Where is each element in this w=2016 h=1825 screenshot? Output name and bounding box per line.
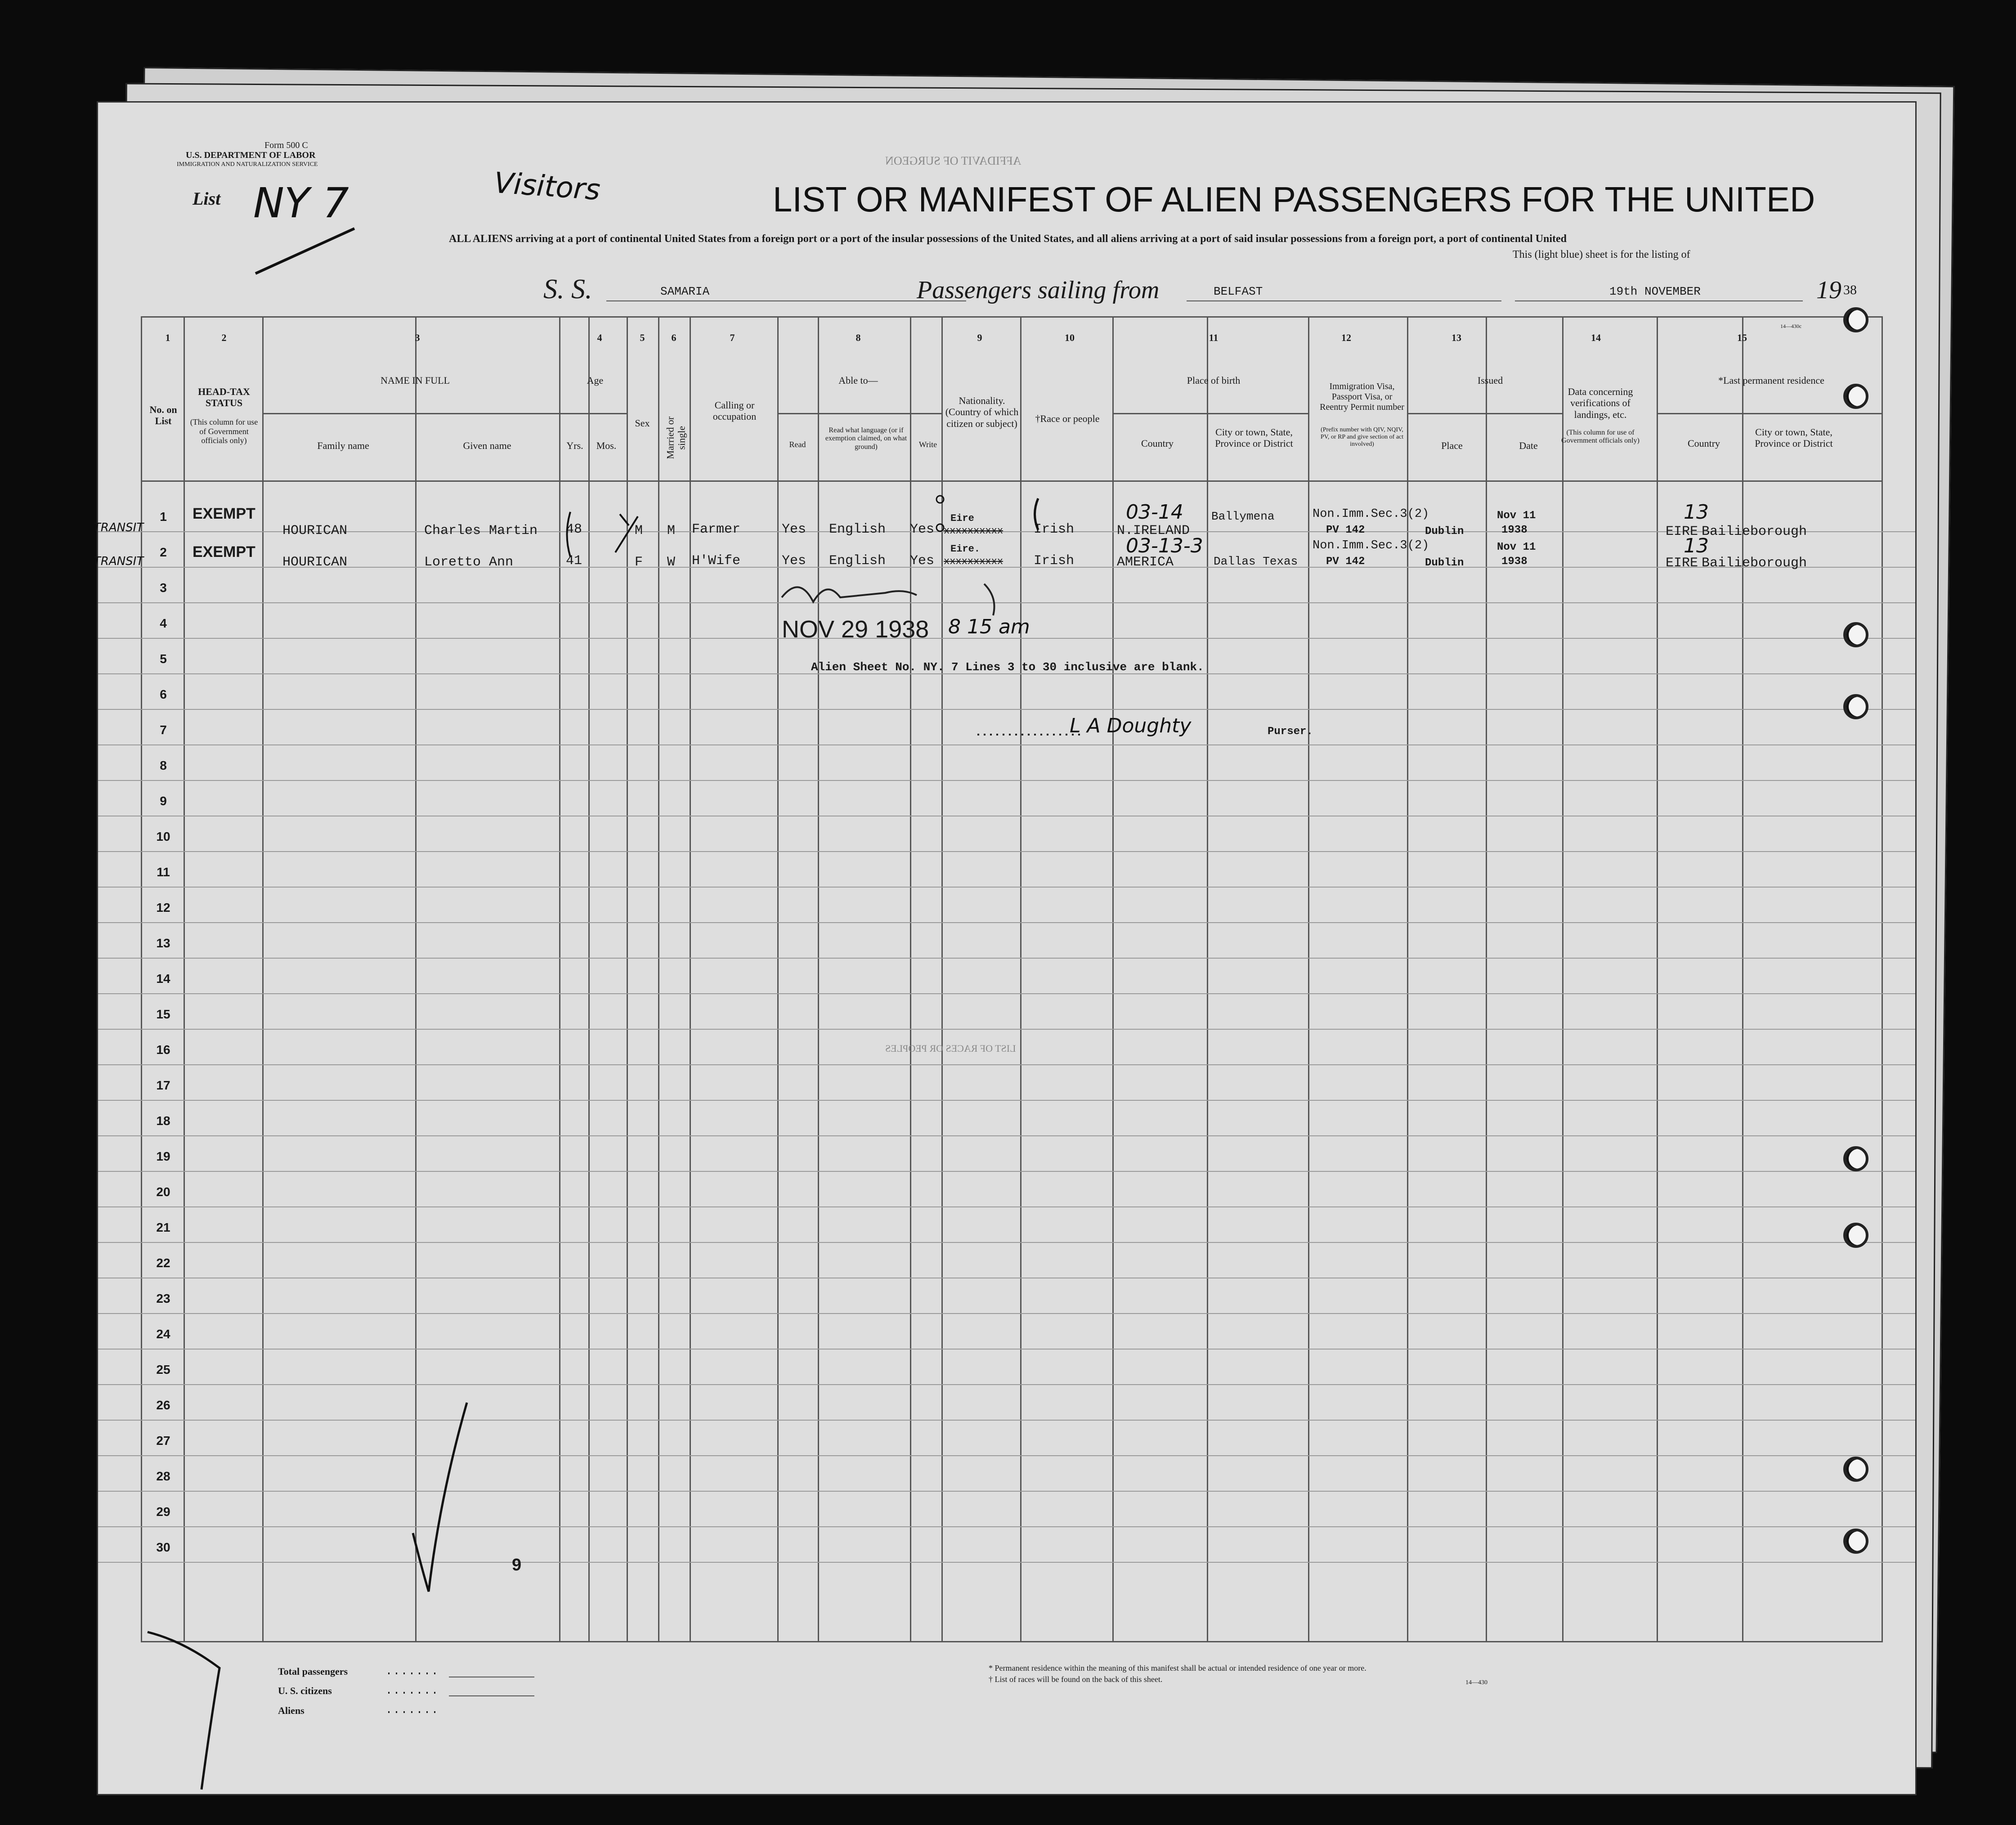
transit-mark: TRANSIT — [94, 555, 144, 568]
row-number: 21 — [156, 1220, 170, 1234]
row-number: 12 — [156, 901, 170, 915]
column-divider — [818, 316, 819, 1642]
row-rule — [98, 1029, 1915, 1030]
place-of-birth-header: Place of birth — [1187, 375, 1241, 386]
marital-status: M — [667, 523, 676, 538]
residence-country-header: Country — [1687, 438, 1720, 449]
row-number: 15 — [156, 1007, 170, 1021]
row-number: 30 — [156, 1540, 170, 1554]
manifest-sheet — [94, 101, 1917, 1795]
residence-code: 13 — [1684, 534, 1709, 557]
ship-name: SAMARIA — [660, 285, 710, 298]
row-rule — [98, 887, 1915, 888]
footnote-residence: * Permanent residence within the meaning of this manifest shall be actual or intended residence of one year or more. — [989, 1664, 1366, 1673]
sailing-label: Passengers sailing from — [917, 276, 1160, 304]
subheader-rule — [559, 413, 627, 414]
row-rule — [98, 1313, 1915, 1314]
nationality-header: Nationality. (Country of which citizen or subject) — [945, 395, 1019, 429]
birth-code: 03-14 — [1126, 501, 1183, 524]
ship-underline — [606, 300, 966, 301]
row-rule — [98, 1135, 1915, 1136]
row-number: 17 — [156, 1078, 170, 1092]
row-rule — [98, 1171, 1915, 1172]
column-divider — [141, 316, 142, 1642]
binder-hole — [1843, 1146, 1868, 1171]
row-number: 4 — [160, 616, 167, 630]
issued-place: Dublin — [1425, 525, 1464, 538]
service-name: IMMIGRATION AND NATURALIZATION SERVICE — [177, 161, 318, 168]
row-number: 29 — [156, 1505, 170, 1519]
check-mark — [404, 1398, 476, 1596]
column-divider — [690, 316, 691, 1642]
ss-label: S. S. — [543, 274, 592, 305]
col-number: 2 — [221, 332, 227, 343]
race-header: †Race or people — [1035, 413, 1100, 424]
col-number: 11 — [1209, 332, 1219, 343]
page-mark: 9 — [512, 1556, 522, 1574]
col-number: 7 — [730, 332, 735, 343]
row-rule — [98, 851, 1915, 852]
footnote-races: † List of races will be found on the back of this sheet. — [989, 1675, 1163, 1684]
sex: M — [635, 523, 643, 538]
row-rule — [98, 1526, 1915, 1527]
form-number: Form 500 C — [264, 140, 308, 150]
can-write: Yes — [910, 553, 935, 569]
column-divider — [1486, 316, 1487, 1642]
read-language: English — [829, 553, 886, 569]
issued-date: Nov 11 — [1497, 510, 1536, 522]
form-code-bottom: 14—430 — [1465, 1679, 1487, 1686]
row-number: 19 — [156, 1149, 170, 1163]
total-passengers-label: Total passengers — [278, 1666, 348, 1677]
marital-status: W — [667, 555, 676, 570]
residence-city-header: City or town, State, Province or District — [1755, 426, 1833, 449]
verifications-note: (This column for use of Government officials only) — [1561, 429, 1640, 445]
row-number: 28 — [156, 1469, 170, 1483]
list-label: List — [193, 188, 221, 209]
age-bracket-marks — [561, 507, 665, 561]
age-years: 48 — [566, 522, 582, 537]
row-number: 1 — [160, 510, 167, 524]
aliens-label: Aliens — [278, 1705, 305, 1716]
nationality: Eire. — [950, 543, 981, 555]
issued-year: 1938 — [1501, 524, 1528, 536]
row-number: 20 — [156, 1185, 170, 1199]
col-number: 4 — [597, 332, 602, 343]
visa-section: Non.Imm.Sec.3(2) — [1313, 539, 1429, 552]
column-divider — [262, 316, 264, 1642]
sex: F — [635, 555, 643, 570]
months-header: Mos. — [596, 440, 617, 451]
port-underline — [1187, 300, 1501, 301]
sailing-date: 19th NOVEMBER — [1609, 285, 1701, 298]
age-header: Age — [587, 375, 604, 386]
row-number: 25 — [156, 1363, 170, 1377]
col-number: 10 — [1065, 332, 1075, 343]
table-top-border — [141, 316, 1882, 318]
visa-note: (Prefix number with QIV, NQIV, PV, or RP and give section of act involved) — [1320, 426, 1404, 448]
col-number: 14 — [1591, 332, 1601, 343]
binder-hole — [1843, 307, 1868, 332]
birth-code: 03-13-3 — [1126, 534, 1203, 557]
can-read: Yes — [782, 522, 806, 537]
calling-header: Calling or occupation — [712, 399, 757, 422]
married-header: Married or single — [664, 416, 687, 459]
residence-city: Bailieborough — [1702, 524, 1807, 539]
column-divider — [1207, 316, 1208, 1642]
department-name: U.S. DEPARTMENT OF LABOR — [186, 150, 316, 160]
purser-label: Purser. — [1268, 726, 1313, 738]
issued-date-header: Date — [1519, 440, 1538, 451]
row-rule — [98, 567, 1915, 568]
col-number: 6 — [671, 332, 676, 343]
col-number: 12 — [1341, 332, 1351, 343]
year-suffix: 38 — [1843, 282, 1857, 297]
row-number: 10 — [156, 830, 170, 843]
subtitle-line-2: This (light blue) sheet is for the listing of — [1513, 249, 1690, 260]
row-rule — [98, 1384, 1915, 1385]
row-number: 22 — [156, 1256, 170, 1270]
row-rule — [98, 1100, 1915, 1101]
nationality-struck: xxxxxxxxxx — [944, 525, 1004, 537]
subheader-rule — [262, 413, 559, 414]
row-rule — [98, 1562, 1915, 1563]
binder-hole — [1843, 694, 1868, 719]
nationality: Eire — [950, 513, 974, 524]
row-number: 23 — [156, 1291, 170, 1305]
signature-dots — [975, 730, 1083, 739]
column-divider — [1742, 316, 1743, 1642]
col-number: 1 — [165, 332, 170, 343]
subheader-rule — [1112, 413, 1308, 414]
row-number: 6 — [160, 687, 167, 701]
binder-hole — [1843, 622, 1868, 647]
row-rule — [98, 1242, 1915, 1243]
col-number: 9 — [977, 332, 982, 343]
read-header: Read — [789, 440, 806, 449]
can-read: Yes — [782, 553, 806, 569]
header-bottom-border — [141, 480, 1882, 482]
row-number: 3 — [160, 581, 167, 595]
row-rule — [98, 1420, 1915, 1421]
visa-number: PV 142 — [1326, 556, 1365, 568]
row-number: 18 — [156, 1114, 170, 1128]
col-number: 3 — [415, 332, 420, 343]
column-divider — [1308, 316, 1309, 1642]
row-number: 11 — [157, 865, 170, 879]
departure-port: BELFAST — [1214, 285, 1263, 298]
birth-country: N.IRELAND — [1117, 523, 1190, 538]
col-number: 8 — [856, 332, 861, 343]
nationality-struck: xxxxxxxxxx — [944, 556, 1004, 567]
verifications-header: Data concerning verifications of landings, etc. — [1568, 386, 1633, 420]
birth-city-header: City or town, State, Province or District — [1215, 426, 1293, 449]
column-divider — [910, 316, 911, 1642]
write-header: Write — [918, 440, 937, 449]
row-number: 7 — [160, 723, 167, 737]
given-name: Charles Martin — [424, 523, 538, 538]
row-number: 5 — [160, 652, 167, 666]
issued-date: Nov 11 — [1497, 541, 1536, 553]
row-rule — [98, 1206, 1915, 1207]
residence-country: EIRE — [1666, 524, 1698, 539]
category-note: Visitors — [493, 166, 601, 207]
read-language-header: Read what language (or if exemption claimed, on what ground) — [825, 426, 907, 451]
row-rule — [98, 1064, 1915, 1065]
form-code-top: 14—430c — [1780, 323, 1802, 329]
row-number: 24 — [156, 1327, 170, 1341]
row-number: 16 — [156, 1043, 170, 1057]
birth-city: Dallas Texas — [1214, 555, 1298, 568]
date-underline — [1515, 300, 1803, 301]
head-tax-header: HEAD-TAX STATUS — [198, 386, 250, 409]
race: Irish — [1034, 522, 1075, 537]
purser-signature: L A Doughty — [1070, 714, 1192, 737]
subheader-rule — [1657, 413, 1882, 414]
margin-pen-stroke — [143, 1623, 233, 1794]
row-number: 14 — [156, 972, 170, 986]
pen-stroke — [251, 224, 359, 278]
col-number: 13 — [1452, 332, 1461, 343]
age-years: 41 — [566, 553, 582, 569]
row-number: 27 — [156, 1434, 170, 1448]
no-on-list-header: No. on List — [149, 404, 177, 427]
bleed-through: AFFIDAVIT OF SURGEON — [885, 154, 1021, 167]
visa-number: PV 142 — [1326, 524, 1365, 536]
table-bottom-border — [141, 1641, 1882, 1642]
family-name: HOURICAN — [282, 555, 348, 570]
race: Irish — [1034, 553, 1075, 569]
subheader-rule — [1407, 413, 1562, 414]
binder-hole — [1843, 1529, 1868, 1554]
residence-country: EIRE — [1666, 556, 1698, 571]
pen-marks — [935, 494, 1124, 539]
birth-country: AMERICA — [1117, 555, 1174, 570]
given-name: Loretto Ann — [424, 555, 514, 570]
column-divider — [559, 316, 560, 1642]
row-rule — [98, 993, 1915, 994]
column-divider — [1657, 316, 1658, 1642]
row-rule — [98, 780, 1915, 781]
issued-place-header: Place — [1441, 440, 1463, 451]
issued-header: Issued — [1477, 375, 1503, 386]
row-number: 2 — [160, 545, 167, 559]
col-number: 5 — [640, 332, 645, 343]
page-title: LIST OR MANIFEST OF ALIEN PASSENGERS FOR THE UNITED — [773, 179, 1815, 219]
binder-hole — [1843, 1457, 1868, 1482]
list-number: NY 7 — [253, 179, 349, 227]
row-rule — [98, 1491, 1915, 1492]
visa-header: Immigration Visa, Passport Visa, or Reentry Permit number — [1320, 381, 1404, 412]
row-number: 8 — [160, 758, 167, 772]
year-prefix: 19 — [1816, 276, 1841, 304]
able-to-header: Able to— — [838, 375, 878, 386]
binder-hole — [1843, 384, 1868, 409]
birth-country-header: Country — [1141, 438, 1174, 449]
issued-year: 1938 — [1501, 556, 1528, 568]
row-rule — [98, 1349, 1915, 1350]
head-tax-note: (This column for use of Government officials only) — [190, 417, 258, 445]
row-rule — [98, 958, 1915, 959]
row-rule — [98, 744, 1915, 745]
blank-lines-note: Alien Sheet No. NY. 7 Lines 3 to 30 inclusive are blank. — [811, 660, 1204, 674]
row-number: 9 — [160, 794, 167, 808]
footer-dotted-leaders — [386, 1668, 539, 1717]
birth-city: Ballymena — [1211, 510, 1275, 523]
family-name-header: Family name — [317, 440, 369, 451]
visa-section: Non.Imm.Sec.3(2) — [1313, 507, 1429, 521]
issued-place: Dublin — [1425, 557, 1464, 569]
column-divider — [1882, 316, 1883, 1642]
name-in-full-header: NAME IN FULL — [381, 375, 450, 386]
read-language: English — [829, 522, 886, 537]
transit-mark: TRANSIT — [94, 521, 144, 534]
col-number: 15 — [1737, 332, 1747, 343]
us-citizens-label: U. S. citizens — [278, 1685, 332, 1696]
row-rule — [98, 922, 1915, 923]
row-rule — [98, 709, 1915, 710]
column-divider — [1562, 316, 1564, 1642]
column-divider — [777, 316, 779, 1642]
can-write: Yes — [910, 522, 935, 537]
occupation: H'Wife — [692, 553, 741, 569]
row-number: 13 — [156, 936, 170, 950]
residence-code: 13 — [1684, 501, 1709, 524]
column-divider — [184, 316, 185, 1642]
head-tax-stamp: EXEMPT — [193, 543, 255, 561]
occupation: Farmer — [692, 522, 741, 537]
sex-header: Sex — [635, 417, 650, 429]
date-stamp: NOV 29 1938 — [782, 616, 929, 643]
years-header: Yrs. — [566, 440, 583, 451]
family-name: HOURICAN — [282, 523, 348, 538]
subheader-rule — [777, 413, 941, 414]
row-rule — [98, 1455, 1915, 1456]
last-residence-header: *Last permanent residence — [1718, 375, 1824, 386]
binder-hole — [1843, 1223, 1868, 1248]
stamp-time: 8 15 am — [948, 615, 1030, 638]
given-name-header: Given name — [463, 440, 511, 451]
row-number: 26 — [156, 1398, 170, 1412]
bleed-through: LIST OF RACES OR PEOPLES — [885, 1043, 1016, 1054]
residence-city: Bailieborough — [1702, 556, 1807, 571]
head-tax-stamp: EXEMPT — [193, 505, 255, 522]
subtitle-line-1: ALL ALIENS arriving at a port of continental United States from a foreign port or a port of the insular possessions of the United States, and all aliens arriving at a port of said insular possessions from a foreign port, a port of continental United — [449, 233, 1567, 245]
